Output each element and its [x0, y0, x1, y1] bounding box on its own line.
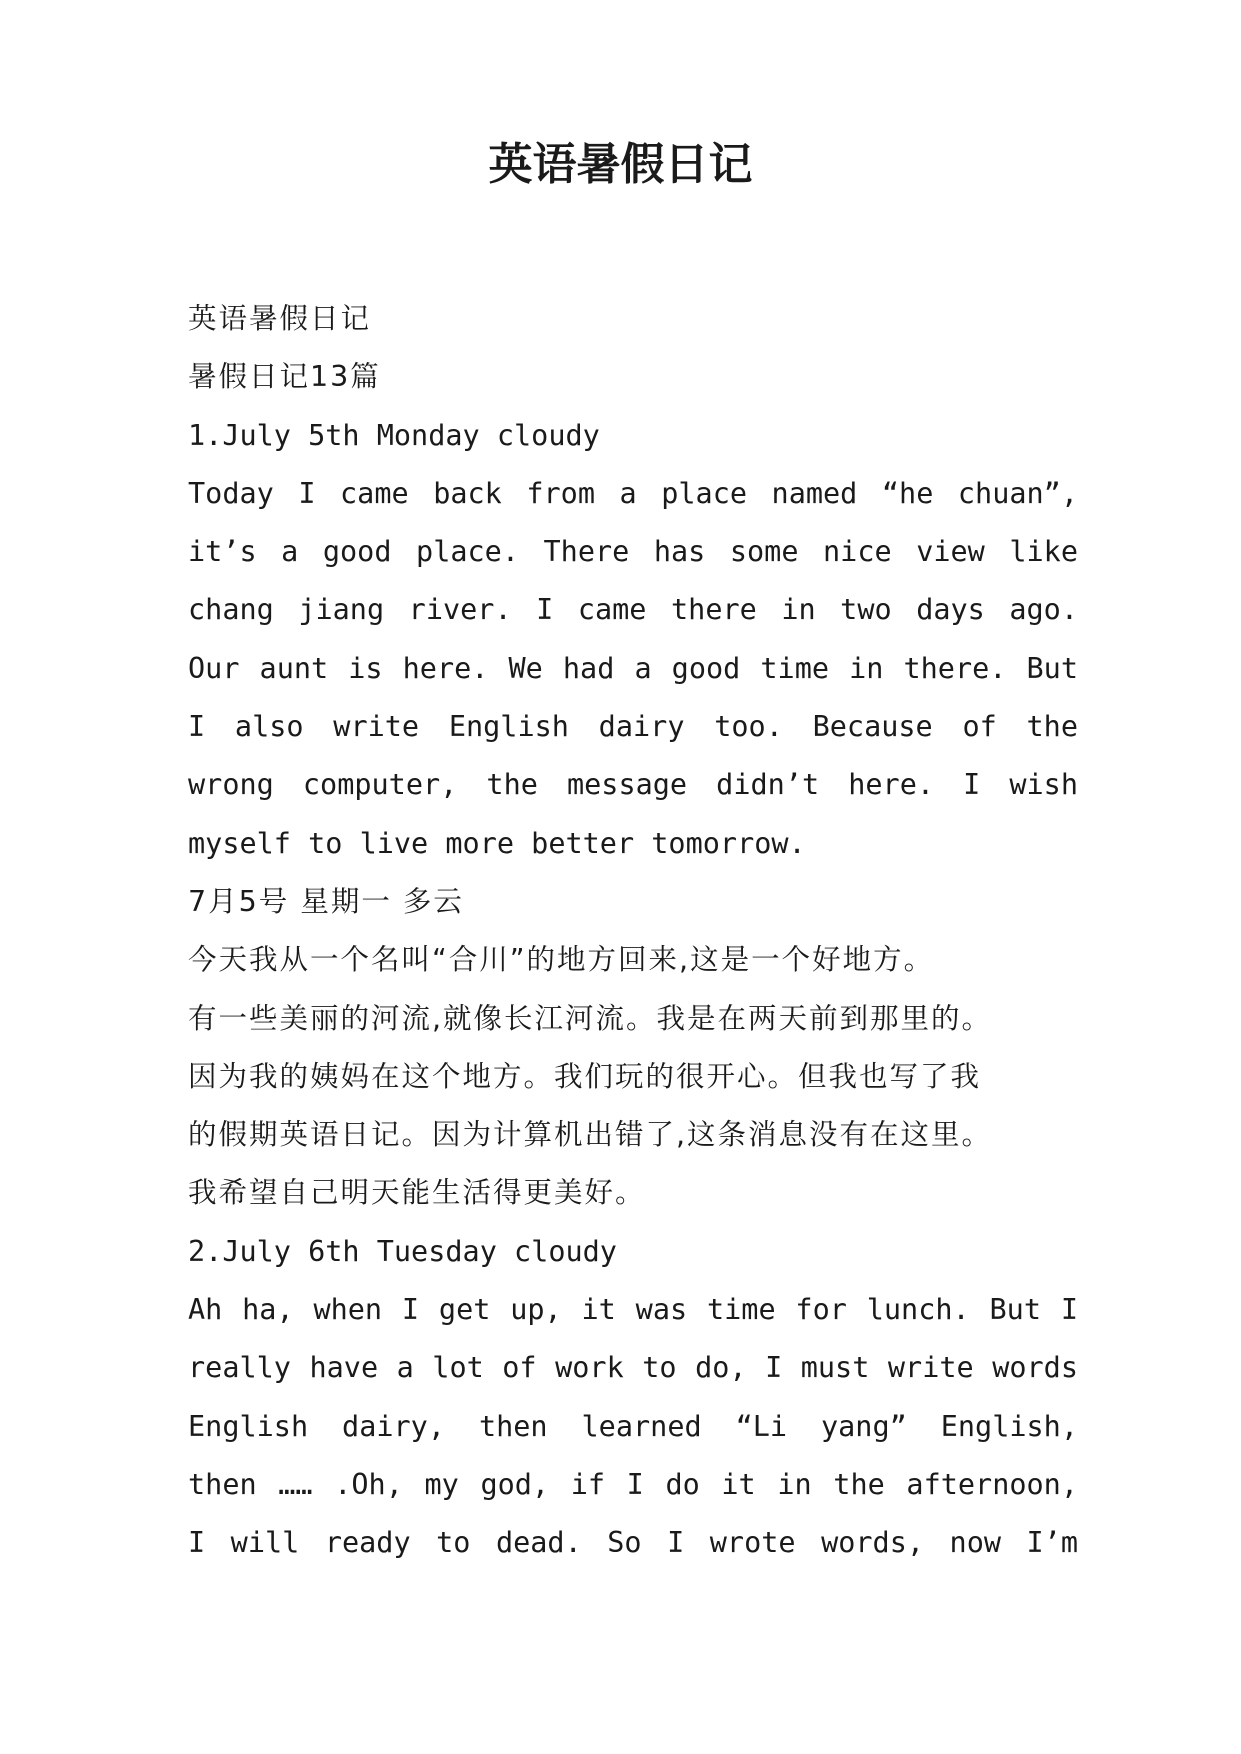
text-line: 英语暑假日记 [188, 302, 372, 335]
text-line: I will ready to dead. So I wrote words, now I’m [188, 1526, 1078, 1560]
text-line: really have a lot of work to do, I must write words [188, 1351, 1078, 1385]
text-line: 7月5号 星期一 多云 [188, 884, 464, 918]
text-line: English dairy, then learned “Li yang” English, [188, 1409, 1078, 1443]
text-line: 2.July 6th Tuesday cloudy [188, 1234, 617, 1268]
text-line: 暑假日记13篇 [188, 360, 381, 394]
text-line: 有一些美丽的河流,就像长江河流。我是在两天前到那里的。 [188, 1001, 993, 1035]
text-line: 今天我从一个名叫“合川”的地方回来,这是一个好地方。 [188, 943, 935, 977]
page-title: 英语暑假日记 [488, 139, 753, 190]
text-line: Our aunt is here. We had a good time in there. But [188, 651, 1078, 685]
text-line: it’s a good place. There has some nice view like [188, 535, 1078, 569]
text-line: then …… .Oh, my god, if I do it in the afternoon, [188, 1467, 1078, 1501]
text-line: chang jiang river. I came there in two days ago. [188, 593, 1078, 627]
document-body [188, 290, 1078, 1573]
text-line: Ah ha, when I get up, it was time for lunch. But I [188, 1293, 1078, 1327]
text-line: I also write English dairy too. Because of the [188, 710, 1078, 744]
text-line: 1.July 5th Monday cloudy [188, 418, 600, 452]
text-line: Today I came back from a place named “he chuan”, [188, 476, 1078, 510]
text-line: myself to live more better tomorrow. [188, 826, 806, 860]
text-line: 的假期英语日记。因为计算机出错了,这条消息没有在这里。 [188, 1118, 993, 1152]
text-line: 因为我的姨妈在这个地方。我们玩的很开心。但我也写了我 [188, 1059, 982, 1093]
text-line: wrong computer, the message didn’t here. I wish [188, 768, 1078, 802]
text-line: 我希望自己明天能生活得更美好。 [188, 1176, 646, 1210]
